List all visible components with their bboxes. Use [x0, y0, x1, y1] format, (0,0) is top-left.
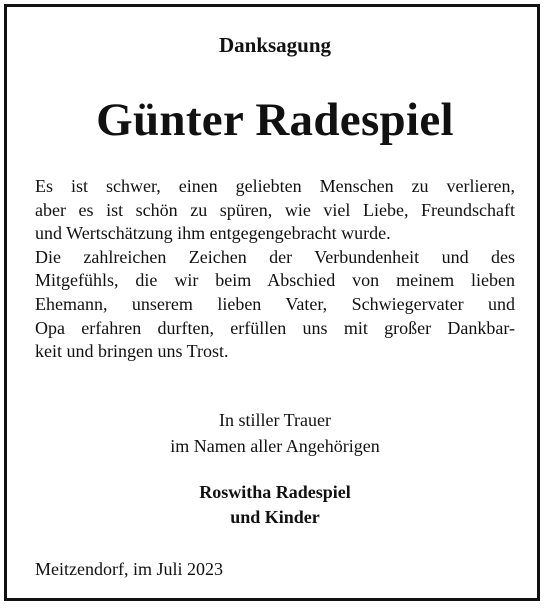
- place-date: Meitzendorf, im Juli 2023: [35, 559, 223, 579]
- body-line: Mitgefühls, die wir beim Abschied von meinem lieben: [35, 270, 515, 291]
- notice-body: [35, 175, 515, 364]
- notice-heading: Danksagung: [218, 33, 332, 57]
- signature-family: und Kinder: [230, 507, 320, 527]
- body-line: keit und bringen uns Trost.: [35, 341, 229, 362]
- body-line: Es ist schwer, einen geliebten Menschen zu verlieren,: [35, 176, 515, 196]
- body-line: und Wertschätzung ihm entgegengebracht wurde.: [35, 223, 391, 244]
- body-line: Die zahlreichen Zeichen der Verbundenheit und des: [35, 246, 515, 267]
- deceased-name: Günter Radespiel: [96, 94, 454, 146]
- mourning-block: [0, 407, 550, 459]
- body-line: aber es ist schön zu spüren, wie viel Liebe, Freundschaft: [35, 199, 515, 220]
- body-line: Opa erfahren durften, erfüllen uns mit großer Dankbar-: [35, 317, 515, 338]
- signature-name: Roswitha Radespiel: [199, 482, 351, 502]
- mourning-line: In stiller Trauer: [219, 410, 331, 430]
- body-line: Ehemann, unserem lieben Vater, Schwiegervater und: [35, 293, 515, 314]
- mourning-line: im Namen aller Angehörigen: [170, 436, 380, 456]
- signature-block: [0, 480, 550, 530]
